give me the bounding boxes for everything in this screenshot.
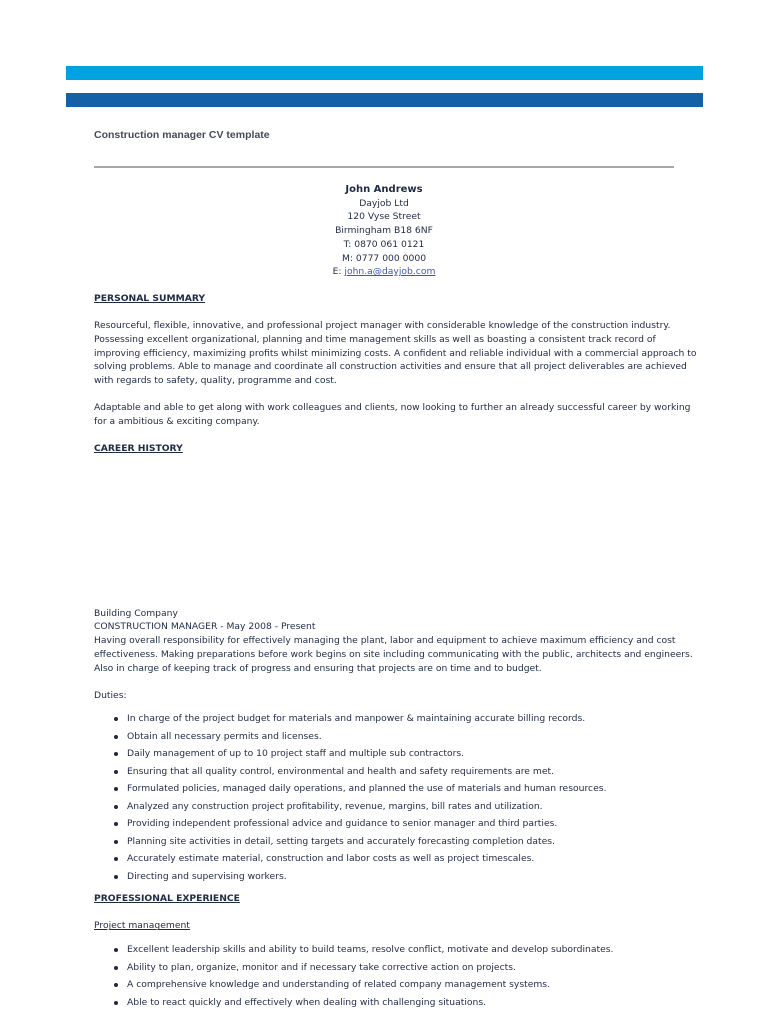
list-item: Daily management of up to 10 project staff and multiple sub contractors. — [94, 747, 704, 761]
list-item: A comprehensive knowledge and understanding of related company management systems. — [94, 978, 704, 992]
company-name: Dayjob Ltd — [359, 197, 409, 209]
list-item: Directing and supervising workers. — [94, 870, 704, 884]
duties-list — [94, 712, 704, 883]
candidate-name: John Andrews — [345, 184, 423, 195]
job-role: CONSTRUCTION MANAGER - May 2008 - Present — [94, 621, 316, 633]
list-item: Obtain all necessary permits and licenses. — [94, 730, 704, 744]
email-line — [94, 265, 674, 279]
job-description: Having overall responsibility for effectively managing the plant, labor and equipment to achieve maximum efficiency and cost effectiveness. Making preparations before work begins on site including communicating with the public, architects and engineers. Also in charge of keeping track of progress and ensuring that projects are on time and to budget. — [94, 635, 693, 674]
city-postcode: Birmingham B18 6NF — [335, 225, 433, 237]
employer-name: Building Company — [94, 607, 178, 619]
project-management-subheading: Project management — [94, 920, 190, 932]
street-address: 120 Vyse Street — [347, 211, 421, 223]
mobile: M: 0777 000 0000 — [341, 252, 427, 264]
professional-experience-heading: PROFESSIONAL EXPERIENCE — [94, 892, 240, 904]
email-prefix: E: — [332, 266, 345, 278]
title-divider — [94, 166, 674, 168]
list-item: Accurately estimate material, construction and labor costs as well as project timescales. — [94, 852, 704, 866]
cv-body — [94, 183, 704, 1013]
contact-block — [94, 183, 674, 279]
email-link[interactable]: john.a@dayjob.com — [344, 266, 436, 278]
header-accent-bar-light — [66, 66, 703, 80]
document-title: Construction manager CV template — [94, 129, 270, 141]
header-accent-bar-dark — [66, 93, 703, 107]
career-history-heading: CAREER HISTORY — [94, 443, 183, 455]
personal-summary-paragraph-1: Resourceful, flexible, innovative, and professional project manager with considerable knowledge of the construction industry. Possessing excellent organizational, planning and time management skills as well as boasting a consistent track record of improving efficiency, maximizing profits whilst minimizing costs. A confident and reliable individual with a commercial approach to solving problems. Able to manage and coordinate all construction activities and ensure that all project deliverables are achieved with regards to safety, quality, programme and cost. — [94, 320, 697, 386]
list-item: Ability to plan, organize, monitor and if necessary take corrective action on projects. — [94, 961, 704, 975]
list-item: Formulated policies, managed daily operations, and planned the use of materials and human resources. — [94, 782, 704, 796]
list-item: Providing independent professional advice and guidance to senior manager and third parties. — [94, 817, 704, 831]
telephone: T: 0870 061 0121 — [343, 238, 425, 250]
list-item: Ensuring that all quality control, environmental and health and safety requirements are met. — [94, 765, 704, 779]
personal-summary-heading: PERSONAL SUMMARY — [94, 292, 206, 304]
list-item: In charge of the project budget for materials and manpower & maintaining accurate billing records. — [94, 712, 704, 726]
list-item: Planning site activities in detail, setting targets and accurately forecasting completion dates. — [94, 835, 704, 849]
duties-label: Duties: — [94, 689, 127, 701]
project-management-list — [94, 943, 704, 1009]
list-item: Excellent leadership skills and ability to build teams, resolve conflict, motivate and develop subordinates. — [94, 943, 704, 957]
list-item: Able to react quickly and effectively when dealing with challenging situations. — [94, 996, 704, 1010]
personal-summary-paragraph-2: Adaptable and able to get along with work colleagues and clients, now looking to further an already successful career by working for a ambitious & exciting company. — [94, 402, 691, 427]
list-item: Analyzed any construction project profitability, revenue, margins, bill rates and utilization. — [94, 800, 704, 814]
